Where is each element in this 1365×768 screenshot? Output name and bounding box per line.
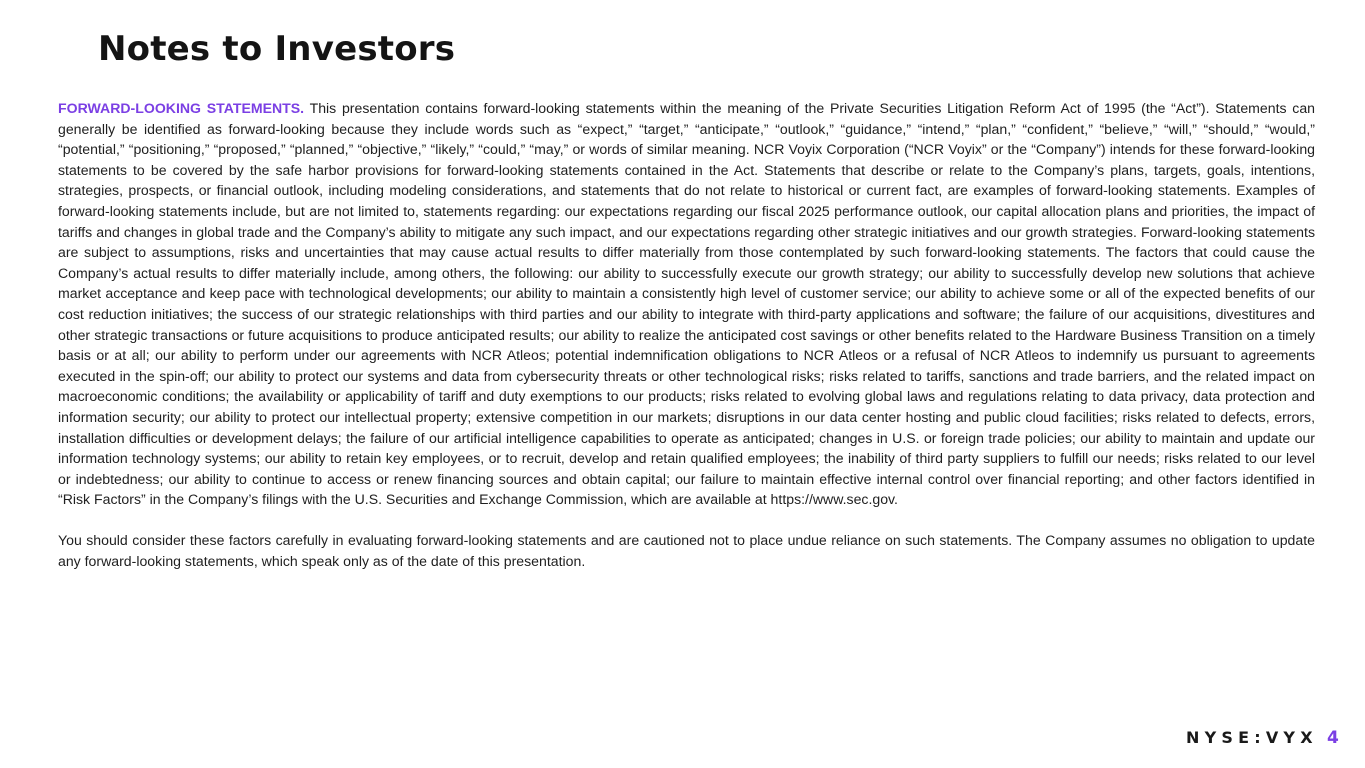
forward-looking-paragraph	[58, 98, 1315, 510]
caution-paragraph: You should consider these factors carefully in evaluating forward-looking statements and are cautioned not to place undue reliance on such statements. The Company assumes no obligation to update any forward-looking statements, which speak only as of the date of this presentation.	[58, 532, 1315, 570]
notes-body	[58, 98, 1315, 572]
forward-looking-text: This presentation contains forward-looking statements within the meaning of the Private Securities Litigation Reform Act of 1995 (the “Act”). Statements can generally be identified as forward-looking because they include words such as “expect,” “target,” “anticipate,” “outlook,” “guidance,” “intend,” “plan,” “confident,” “believe,” “will,” “should,” “would,” “potential,” “positioning,” “proposed,” “planned,” “objective,” “likely,” “could,” “may,” or words of similar meaning. NCR Voyix Corporation (“NCR Voyix” or the “Company”) intends for these forward-looking statements to be covered by the safe harbor provisions for forward-looking statements contained in the Act. Statements that describe or relate to the Company’s plans, targets, goals, intentions, strategies, prospects, or financial outlook, including modeling considerations, and statements that do not relate to historical or current fact, are examples of forward-looking statements. Examples of forward-looking statements include, but are not limited to, statements regarding: our expectations regarding our fiscal 2025 performance outlook, our capital allocation plans and priorities, the impact of tariffs and changes in global trade and the Company’s ability to mitigate any such impact, and our expectations regarding other strategic initiatives and our growth strategies. Forward-looking statements are subject to assumptions, risks and uncertainties that may cause actual results to differ materially from those contemplated by such forward-looking statements. The factors that could cause the Company’s actual results to differ materially include, among others, the following: our ability to successfully execute our growth strategy; our ability to successfully develop new solutions that achieve market acceptance and keep pace with technological developments; our ability to maintain a consistently high level of customer service; our ability to achieve some or all of the expected benefits of our cost reduction initiatives; the success of our strategic relationships with third parties and our ability to integrate with third-party applications and software; the failure of our acquisitions, divestitures and other strategic transactions or future acquisitions to produce anticipated results; our ability to realize the anticipated cost savings or other benefits related to the Hardware Business Transition on a timely basis or at all; our ability to perform under our agreements with NCR Atleos; potential indemnification obligations to NCR Atleos or a refusal of NCR Atleos to indemnify us pursuant to agreements executed in the spin-off; our ability to protect our systems and data from cybersecurity threats or other technological risks; risks related to tariffs, sanctions and trade barriers, and the related impact on macroeconomic conditions; the availability or applicability of tariff and duty exemptions to our products; risks related to evolving global laws and regulations relating to data privacy, data protection and information security; our ability to protect our intellectual property; extensive competition in our markets; disruptions in our data center hosting and public cloud facilities; risks related to defects, errors, installation difficulties or development delays; the failure of our artificial intelligence capabilities to operate as anticipated; changes in U.S. or foreign trade policies; our ability to maintain and update our information technology systems; our ability to retain key employees, or to recruit, develop and retain qualified employees; the inability of third party suppliers to fulfill our needs; risks related to our level or indebtedness; our ability to continue to access or renew financing sources and obtain capital; our failure to maintain effective internal control over financial reporting; and other factors identified in “Risk Factors” in the Company’s filings with the U.S. Securities and Exchange Commission, which are available at https://www.sec.gov.	[58, 100, 1316, 508]
page-number: 4	[1327, 728, 1339, 748]
page-title: Notes to Investors	[98, 29, 456, 69]
forward-looking-label: FORWARD-LOOKING STATEMENTS.	[58, 100, 305, 116]
stock-ticker: NYSE:VYX	[1186, 728, 1318, 747]
